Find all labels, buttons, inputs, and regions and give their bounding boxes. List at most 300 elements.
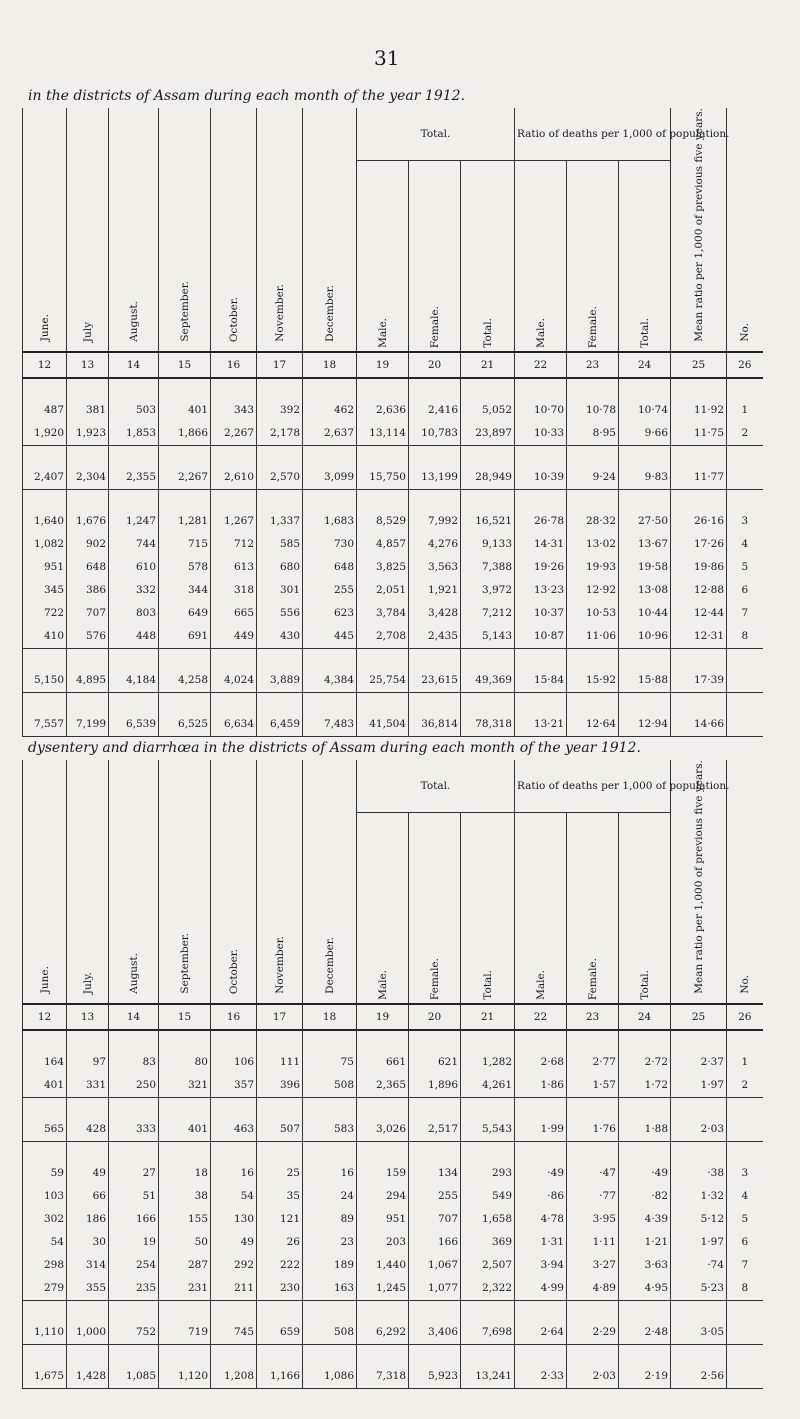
col-mean-ratio: Mean ratio per 1,000 of previous five years. bbox=[692, 108, 705, 342]
table-cell: 26·78 bbox=[515, 510, 567, 533]
table-cell: 7,212 bbox=[461, 602, 515, 625]
table-cell: 255 bbox=[409, 1185, 461, 1208]
col-mean-ratio: Mean ratio per 1,000 of previous five years. bbox=[692, 760, 705, 994]
col-number: 26 bbox=[727, 352, 763, 378]
table-cell: 1·72 bbox=[619, 1074, 671, 1098]
table-cell: 189 bbox=[303, 1254, 357, 1277]
table-cell: 298 bbox=[23, 1254, 67, 1277]
table-cell: 23,615 bbox=[409, 669, 461, 693]
table-cell: 745 bbox=[211, 1321, 257, 1345]
table-cell: 4,258 bbox=[159, 669, 211, 693]
table-cell: 4·39 bbox=[619, 1208, 671, 1231]
table-cell: 1,676 bbox=[67, 510, 109, 533]
table-cell: ·77 bbox=[567, 1185, 619, 1208]
table-cell: 2,365 bbox=[357, 1074, 409, 1098]
col-ratio-total: Total. bbox=[638, 318, 651, 348]
spacer-row bbox=[23, 1141, 763, 1162]
table-cell: 6,292 bbox=[357, 1321, 409, 1345]
col-number: 21 bbox=[461, 352, 515, 378]
table-cell: 2·68 bbox=[515, 1051, 567, 1074]
table-cell: 164 bbox=[23, 1051, 67, 1074]
table-cell: 1,920 bbox=[23, 422, 67, 446]
table-row bbox=[23, 1231, 763, 1254]
col-september: September. bbox=[178, 933, 191, 994]
table-cell: 2,267 bbox=[159, 466, 211, 490]
group-total: Total. bbox=[357, 108, 515, 160]
table-cell: 1·76 bbox=[567, 1118, 619, 1142]
col-number: 14 bbox=[109, 1004, 159, 1030]
table-cell: 2,637 bbox=[303, 422, 357, 446]
table-cell: 16 bbox=[211, 1162, 257, 1185]
table-cell: 1·86 bbox=[515, 1074, 567, 1098]
table-cell: 1,082 bbox=[23, 533, 67, 556]
table-cell: ·74 bbox=[671, 1254, 727, 1277]
col-december: December. bbox=[323, 284, 336, 342]
table-cell: 2·72 bbox=[619, 1051, 671, 1074]
table-cell: 5·12 bbox=[671, 1208, 727, 1231]
table-cell: 287 bbox=[159, 1254, 211, 1277]
table-cell: 3,026 bbox=[357, 1118, 409, 1142]
table-cell: 51 bbox=[109, 1185, 159, 1208]
table-cell: 2·33 bbox=[515, 1365, 567, 1389]
table-cell: 583 bbox=[303, 1118, 357, 1142]
table-row bbox=[23, 1208, 763, 1231]
col-ratio-female: Female. bbox=[586, 305, 599, 348]
table-cell: 4·99 bbox=[515, 1277, 567, 1301]
table-cell: 3·27 bbox=[567, 1254, 619, 1277]
table-cell: 902 bbox=[67, 533, 109, 556]
table-cell: 722 bbox=[23, 602, 67, 625]
table-cell: 78,318 bbox=[461, 713, 515, 737]
table-cell: 1,866 bbox=[159, 422, 211, 446]
table-cell: 49 bbox=[211, 1231, 257, 1254]
table-cell: 9,133 bbox=[461, 533, 515, 556]
col-number: 22 bbox=[515, 352, 567, 378]
table-cell: 712 bbox=[211, 533, 257, 556]
table-cell: 507 bbox=[257, 1118, 303, 1142]
table-cell: 331 bbox=[67, 1074, 109, 1098]
table-cell: 66 bbox=[67, 1185, 109, 1208]
table-cell: 13,114 bbox=[357, 422, 409, 446]
table-cell: 1,077 bbox=[409, 1277, 461, 1301]
table-cell: 1,853 bbox=[109, 422, 159, 446]
table2 bbox=[22, 760, 763, 1389]
table-cell: ·82 bbox=[619, 1185, 671, 1208]
table-cell: 445 bbox=[303, 625, 357, 649]
table-cell: 648 bbox=[67, 556, 109, 579]
col-number: 12 bbox=[23, 1004, 67, 1030]
table-cell: 318 bbox=[211, 579, 257, 602]
table-cell: 463 bbox=[211, 1118, 257, 1142]
table-cell: 3,889 bbox=[257, 669, 303, 693]
row-number: 2 bbox=[727, 422, 763, 446]
table-cell: 19·93 bbox=[567, 556, 619, 579]
table-cell: 1,166 bbox=[257, 1365, 303, 1389]
table-cell: 2,517 bbox=[409, 1118, 461, 1142]
group-ratio: Ratio of deaths per 1,000 of population. bbox=[515, 760, 671, 812]
table-cell: ·38 bbox=[671, 1162, 727, 1185]
table-row bbox=[23, 466, 763, 490]
table-cell: 1,896 bbox=[409, 1074, 461, 1098]
table-cell: 3·05 bbox=[671, 1321, 727, 1345]
table-cell: 10·87 bbox=[515, 625, 567, 649]
table-cell: 2,267 bbox=[211, 422, 257, 446]
table-cell: 1,267 bbox=[211, 510, 257, 533]
row-number bbox=[727, 669, 763, 693]
table-cell: 549 bbox=[461, 1185, 515, 1208]
table-cell: 508 bbox=[303, 1321, 357, 1345]
table-cell: 12·64 bbox=[567, 713, 619, 737]
table-cell: 3,825 bbox=[357, 556, 409, 579]
col-number: 23 bbox=[567, 1004, 619, 1030]
table-cell: 301 bbox=[257, 579, 303, 602]
table-row bbox=[23, 602, 763, 625]
table-cell: 1·97 bbox=[671, 1074, 727, 1098]
table-cell: 680 bbox=[257, 556, 303, 579]
table-cell: 2,507 bbox=[461, 1254, 515, 1277]
table-cell: 231 bbox=[159, 1277, 211, 1301]
table-cell: 1·88 bbox=[619, 1118, 671, 1142]
table-cell: 2·19 bbox=[619, 1365, 671, 1389]
col-december: December. bbox=[323, 936, 336, 994]
table-cell: 5·23 bbox=[671, 1277, 727, 1301]
table-cell: 2,416 bbox=[409, 399, 461, 422]
row-number bbox=[727, 1365, 763, 1389]
table-cell: 26 bbox=[257, 1231, 303, 1254]
table-cell: 4,184 bbox=[109, 669, 159, 693]
table-cell: 401 bbox=[23, 1074, 67, 1098]
col-number: 16 bbox=[211, 1004, 257, 1030]
table-cell: 27·50 bbox=[619, 510, 671, 533]
table-row bbox=[23, 422, 763, 446]
table-cell: 30 bbox=[67, 1231, 109, 1254]
table-cell: 155 bbox=[159, 1208, 211, 1231]
table-row bbox=[23, 1185, 763, 1208]
row-number: 8 bbox=[727, 625, 763, 649]
table-cell: 293 bbox=[461, 1162, 515, 1185]
table-cell: 16 bbox=[303, 1162, 357, 1185]
table-cell: 613 bbox=[211, 556, 257, 579]
table-cell: 448 bbox=[109, 625, 159, 649]
table-cell: 2·48 bbox=[619, 1321, 671, 1345]
table-cell: 5,150 bbox=[23, 669, 67, 693]
table-cell: 2,407 bbox=[23, 466, 67, 490]
table-cell: 1·99 bbox=[515, 1118, 567, 1142]
col-number: 18 bbox=[303, 352, 357, 378]
table-cell: 49 bbox=[67, 1162, 109, 1185]
table-cell: 235 bbox=[109, 1277, 159, 1301]
table-cell: 83 bbox=[109, 1051, 159, 1074]
col-total-female: Female. bbox=[428, 305, 441, 348]
table-cell: 17·39 bbox=[671, 669, 727, 693]
table-cell: 130 bbox=[211, 1208, 257, 1231]
col-number: 24 bbox=[619, 352, 671, 378]
table-cell: 12·88 bbox=[671, 579, 727, 602]
table-cell: 4,276 bbox=[409, 533, 461, 556]
table-cell: 1,000 bbox=[67, 1321, 109, 1345]
row-number bbox=[727, 466, 763, 490]
table-cell: 41,504 bbox=[357, 713, 409, 737]
table-cell: 222 bbox=[257, 1254, 303, 1277]
table-cell: 10·53 bbox=[567, 602, 619, 625]
table-cell: 6,525 bbox=[159, 713, 211, 737]
table-cell: 2,610 bbox=[211, 466, 257, 490]
col-number: 15 bbox=[159, 1004, 211, 1030]
row-number bbox=[727, 713, 763, 737]
table-cell: 3·94 bbox=[515, 1254, 567, 1277]
table-cell: 5,143 bbox=[461, 625, 515, 649]
col-number: 21 bbox=[461, 1004, 515, 1030]
table-cell: ·49 bbox=[515, 1162, 567, 1185]
table-cell: 54 bbox=[23, 1231, 67, 1254]
table-cell: 163 bbox=[303, 1277, 357, 1301]
table-cell: 7,992 bbox=[409, 510, 461, 533]
table-cell: 355 bbox=[67, 1277, 109, 1301]
table-row bbox=[23, 1051, 763, 1074]
spacer-row bbox=[23, 1030, 763, 1051]
col-number: 25 bbox=[671, 352, 727, 378]
row-number bbox=[727, 1118, 763, 1142]
group-total: Total. bbox=[357, 760, 515, 812]
table-cell: 80 bbox=[159, 1051, 211, 1074]
table-cell: 1,923 bbox=[67, 422, 109, 446]
table-cell: 6,539 bbox=[109, 713, 159, 737]
table-cell: 565 bbox=[23, 1118, 67, 1142]
table-cell: 1·32 bbox=[671, 1185, 727, 1208]
table-cell: 1,675 bbox=[23, 1365, 67, 1389]
table-cell: 97 bbox=[67, 1051, 109, 1074]
table-cell: 1,110 bbox=[23, 1321, 67, 1345]
table-cell: 2·03 bbox=[567, 1365, 619, 1389]
row-number: 3 bbox=[727, 510, 763, 533]
table-cell: 333 bbox=[109, 1118, 159, 1142]
table-cell: 8·95 bbox=[567, 422, 619, 446]
spacer-row bbox=[23, 378, 763, 399]
col-number: 18 bbox=[303, 1004, 357, 1030]
spacer-row bbox=[23, 1344, 763, 1365]
row-number: 5 bbox=[727, 556, 763, 579]
table-cell: 659 bbox=[257, 1321, 303, 1345]
table-cell: 10·33 bbox=[515, 422, 567, 446]
table-row bbox=[23, 1118, 763, 1142]
table-cell: 1,247 bbox=[109, 510, 159, 533]
table-cell: 6,634 bbox=[211, 713, 257, 737]
table-cell: 292 bbox=[211, 1254, 257, 1277]
table-cell: 10·44 bbox=[619, 602, 671, 625]
table-cell: 4,024 bbox=[211, 669, 257, 693]
table-cell: 3,428 bbox=[409, 602, 461, 625]
table-cell: 302 bbox=[23, 1208, 67, 1231]
table-cell: 10·39 bbox=[515, 466, 567, 490]
table-cell: 332 bbox=[109, 579, 159, 602]
table-cell: 250 bbox=[109, 1074, 159, 1098]
table-cell: 4·95 bbox=[619, 1277, 671, 1301]
row-number: 4 bbox=[727, 1185, 763, 1208]
table1 bbox=[22, 108, 763, 737]
table-cell: 13·23 bbox=[515, 579, 567, 602]
group-ratio: Ratio of deaths per 1,000 of population. bbox=[515, 108, 671, 160]
table-cell: 3,563 bbox=[409, 556, 461, 579]
table-cell: 4,261 bbox=[461, 1074, 515, 1098]
table-cell: 715 bbox=[159, 533, 211, 556]
table-cell: 951 bbox=[23, 556, 67, 579]
col-ratio-female: Female. bbox=[586, 957, 599, 1000]
table-cell: 3,784 bbox=[357, 602, 409, 625]
row-number: 7 bbox=[727, 1254, 763, 1277]
table-cell: 744 bbox=[109, 533, 159, 556]
col-august: August. bbox=[127, 953, 140, 994]
table-cell: 665 bbox=[211, 602, 257, 625]
table-cell: 2,178 bbox=[257, 422, 303, 446]
table-row bbox=[23, 1365, 763, 1389]
col-october: October. bbox=[227, 948, 240, 994]
table-cell: 28·32 bbox=[567, 510, 619, 533]
table-cell: 2,636 bbox=[357, 399, 409, 422]
table-cell: 16,521 bbox=[461, 510, 515, 533]
table-cell: 2,708 bbox=[357, 625, 409, 649]
table-cell: 576 bbox=[67, 625, 109, 649]
table-cell: 707 bbox=[67, 602, 109, 625]
table-cell: 578 bbox=[159, 556, 211, 579]
table-cell: 28,949 bbox=[461, 466, 515, 490]
table-cell: 1,086 bbox=[303, 1365, 357, 1389]
col-november: November. bbox=[273, 936, 286, 994]
table-cell: 6,459 bbox=[257, 713, 303, 737]
table-cell: 12·31 bbox=[671, 625, 727, 649]
spacer-row bbox=[23, 489, 763, 510]
column-number-row bbox=[23, 352, 763, 378]
col-october: October. bbox=[227, 296, 240, 342]
table-cell: 13·67 bbox=[619, 533, 671, 556]
table-cell: 11·06 bbox=[567, 625, 619, 649]
table-cell: 803 bbox=[109, 602, 159, 625]
table-cell: 2,355 bbox=[109, 466, 159, 490]
table-row bbox=[23, 1254, 763, 1277]
col-ratio-male: Male. bbox=[534, 317, 547, 348]
table-cell: 11·75 bbox=[671, 422, 727, 446]
table-cell: 19·86 bbox=[671, 556, 727, 579]
table-cell: 2·77 bbox=[567, 1051, 619, 1074]
table-cell: 462 bbox=[303, 399, 357, 422]
table-cell: 7,483 bbox=[303, 713, 357, 737]
table-cell: 1,120 bbox=[159, 1365, 211, 1389]
col-number: 13 bbox=[67, 352, 109, 378]
col-september: September. bbox=[178, 281, 191, 342]
table-cell: 401 bbox=[159, 399, 211, 422]
table-cell: 730 bbox=[303, 533, 357, 556]
table-cell: 13·21 bbox=[515, 713, 567, 737]
table-cell: 4·89 bbox=[567, 1277, 619, 1301]
table-cell: 38 bbox=[159, 1185, 211, 1208]
row-number: 8 bbox=[727, 1277, 763, 1301]
table-cell: 17·26 bbox=[671, 533, 727, 556]
col-number: 26 bbox=[727, 1004, 763, 1030]
table-cell: 111 bbox=[257, 1051, 303, 1074]
table-cell: 254 bbox=[109, 1254, 159, 1277]
table-cell: 2,435 bbox=[409, 625, 461, 649]
table-cell: 7,388 bbox=[461, 556, 515, 579]
table-cell: 10·96 bbox=[619, 625, 671, 649]
table-cell: 343 bbox=[211, 399, 257, 422]
table-cell: 3,972 bbox=[461, 579, 515, 602]
col-total-total: Total. bbox=[481, 318, 494, 348]
table2-title: dysentery and diarrhœa in the districts of Assam during each month of the year 1912. bbox=[28, 740, 641, 756]
table-cell: 1,085 bbox=[109, 1365, 159, 1389]
table-cell: 13,199 bbox=[409, 466, 461, 490]
col-number: 19 bbox=[357, 1004, 409, 1030]
col-number: 24 bbox=[619, 1004, 671, 1030]
col-number: 12 bbox=[23, 352, 67, 378]
table-cell: 14·31 bbox=[515, 533, 567, 556]
table-cell: 2·29 bbox=[567, 1321, 619, 1345]
table-cell: 386 bbox=[67, 579, 109, 602]
table-cell: 19·26 bbox=[515, 556, 567, 579]
table-cell: 5,052 bbox=[461, 399, 515, 422]
table-cell: 15·88 bbox=[619, 669, 671, 693]
table-row bbox=[23, 713, 763, 737]
table-cell: 134 bbox=[409, 1162, 461, 1185]
table-cell: 5,543 bbox=[461, 1118, 515, 1142]
table-cell: 15·84 bbox=[515, 669, 567, 693]
table-row bbox=[23, 579, 763, 602]
row-number: 1 bbox=[727, 1051, 763, 1074]
table-cell: 103 bbox=[23, 1185, 67, 1208]
col-no: No. bbox=[738, 323, 751, 342]
table-cell: 49,369 bbox=[461, 669, 515, 693]
table-cell: 2,304 bbox=[67, 466, 109, 490]
table-cell: 5,923 bbox=[409, 1365, 461, 1389]
table-cell: 1,245 bbox=[357, 1277, 409, 1301]
table-row bbox=[23, 556, 763, 579]
table-cell: 1,282 bbox=[461, 1051, 515, 1074]
table-cell: 1,208 bbox=[211, 1365, 257, 1389]
table-cell: 428 bbox=[67, 1118, 109, 1142]
table-cell: ·47 bbox=[567, 1162, 619, 1185]
table-cell: 10·70 bbox=[515, 399, 567, 422]
col-total-male: Male. bbox=[376, 969, 389, 1000]
table-cell: 9·83 bbox=[619, 466, 671, 490]
table-cell: 75 bbox=[303, 1051, 357, 1074]
row-number: 4 bbox=[727, 533, 763, 556]
table-cell: 186 bbox=[67, 1208, 109, 1231]
col-number: 17 bbox=[257, 1004, 303, 1030]
table-cell: 2,322 bbox=[461, 1277, 515, 1301]
col-july: July. bbox=[81, 971, 94, 994]
table-cell: 369 bbox=[461, 1231, 515, 1254]
spacer-row bbox=[23, 1300, 763, 1321]
table-row bbox=[23, 1321, 763, 1345]
col-number: 13 bbox=[67, 1004, 109, 1030]
table-cell: 18 bbox=[159, 1162, 211, 1185]
table-cell: 1,683 bbox=[303, 510, 357, 533]
col-number: 20 bbox=[409, 352, 461, 378]
table-cell: 10,783 bbox=[409, 422, 461, 446]
table-cell: 314 bbox=[67, 1254, 109, 1277]
table-cell: 1·57 bbox=[567, 1074, 619, 1098]
table-cell: 4,384 bbox=[303, 669, 357, 693]
row-number bbox=[727, 1321, 763, 1345]
table-cell: 13,241 bbox=[461, 1365, 515, 1389]
table-row bbox=[23, 625, 763, 649]
table-cell: 4,857 bbox=[357, 533, 409, 556]
col-number: 25 bbox=[671, 1004, 727, 1030]
table-row bbox=[23, 1162, 763, 1185]
table-cell: 19·58 bbox=[619, 556, 671, 579]
table-cell: 410 bbox=[23, 625, 67, 649]
table-cell: 752 bbox=[109, 1321, 159, 1345]
table-cell: 8,529 bbox=[357, 510, 409, 533]
col-number: 22 bbox=[515, 1004, 567, 1030]
